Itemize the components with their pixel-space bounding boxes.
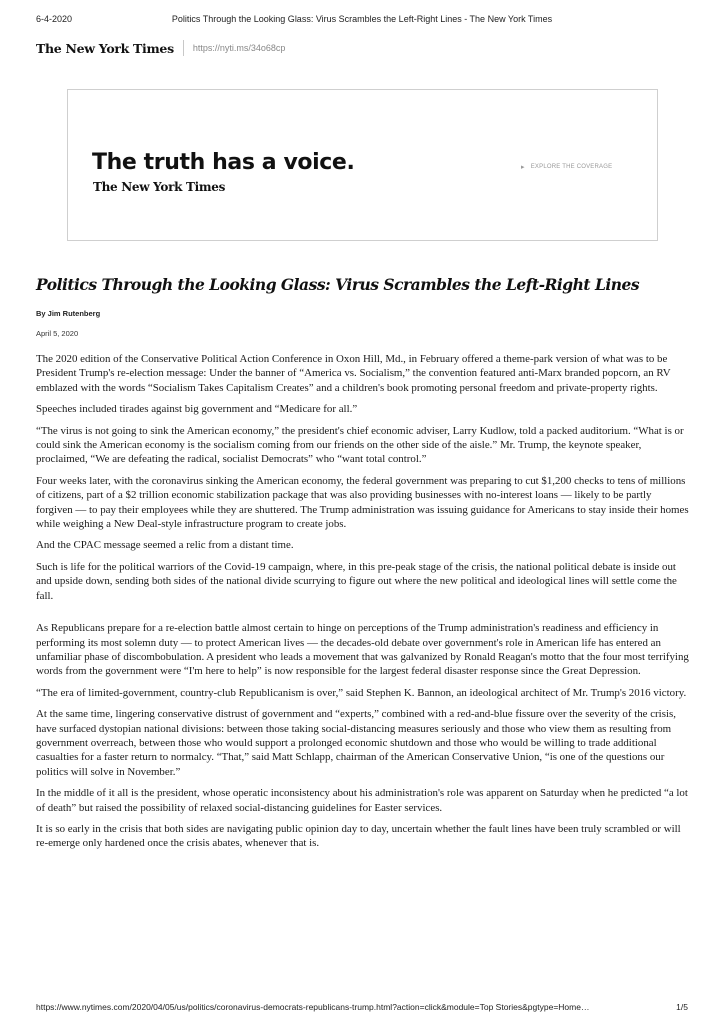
article-paragraph: It is so early in the crisis that both sides are navigating public opinion day to day, uncertain whether the fault lines have been truly scrambled or will re-emerge only hardened once the crisis abates, whenever that is. [36, 822, 681, 850]
article-paragraph: Such is life for the political warriors of the Covid-19 campaign, where, in this pre-peak stage of the crisis, the national political debate is inside out and upside down, sending both sides of the national divide scurrying to figure out where the new political and ideological lines will settle come the fall. [36, 560, 677, 602]
print-header [36, 14, 688, 26]
article-paragraph: As Republicans prepare for a re-election battle almost certain to hinge on perceptions of the Trump administration's readiness and efficiency in performing its most solemn duty — to protect American lives — the decades-old debate over government's role in American life has entered an unfamiliar phase of discombobulation. A president who leads a movement that was galvanized by Ronald Reagan's motto that the four most terrifying words from the government were “I'm here to help” is now responsible for the largest federal disaster response since the Great Depression. [36, 622, 689, 678]
print-footer [36, 1002, 688, 1014]
article-body [36, 352, 690, 858]
article-paragraph: And the CPAC message seemed a relic from a distant time. [36, 539, 294, 552]
print-document-title: Politics Through the Looking Glass: Virus Scrambles the Left-Right Lines - The New York Times [171, 14, 553, 24]
publication-date: April 5, 2020 [36, 329, 79, 338]
print-date: 6-4-2020 [36, 14, 73, 24]
short-url-link[interactable]: https://nyti.ms/34o68cp [192, 43, 286, 53]
explore-coverage-link[interactable] [521, 163, 612, 171]
article-title: Politics Through the Looking Glass: Virus Scrambles the Left-Right Lines [36, 275, 640, 294]
ad-nyt-logo: The New York Times [93, 180, 226, 194]
article-paragraph: The 2020 edition of the Conservative Political Action Conference in Oxon Hill, Md., in February offered a theme-park version of what was to be President Trump's re-election message: Under the banner of “America vs. Socialism,” the convention featured anti-Marx branded popcorn, an RV emblazed with the words “Socialism Takes Capitalism Creates” and a children's book promoting personal freedom and private-property rights. [36, 353, 671, 394]
ad-headline: The truth has a voice. [92, 150, 355, 175]
article-paragraph: Speeches included tirades against big government and “Medicare for all.” [36, 403, 358, 416]
masthead-divider [183, 40, 184, 56]
nyt-logo[interactable]: The New York Times [36, 40, 174, 56]
article-paragraph: “The virus is not going to sink the American economy,” the president's chief economic adviser, Larry Kudlow, told a packed auditorium. “What is or could sink the American economy is the socialism coming from our friends on the other side of the aisle.” Mr. Trump, the keynote speaker, proclaimed, “We are defeating the radical, socialist Democrats” who “want total control.” [36, 424, 684, 466]
page-number: 1/5 [676, 1002, 688, 1012]
print-footer-url: https://www.nytimes.com/2020/04/05/us/politics/coronavirus-democrats-republicans-trump.html?action=click&module=Top Stories&pgtype=Home… [36, 1002, 590, 1012]
arrow-icon: ▸ [521, 164, 525, 171]
masthead [36, 38, 285, 58]
explore-coverage-label: EXPLORE THE COVERAGE [530, 164, 613, 170]
article-paragraph: At the same time, lingering conservative distrust of government and “experts,” combined with a red-and-blue fissure over the severity of the crisis, have surfaced dystopian national divisions: between those taking social-distancing measures seriously and those who view them as resulting from government overreach, between those who would support a prolonged economic shutdown and those who would be willing to trade additional casualties for a faster return to normalcy. “That,” said Matt Schlapp, chairman of the American Conservative Union, “is one of the questions our politics will solve in November.” [36, 708, 676, 778]
article-paragraph: In the middle of it all is the president, whose operatic inconsistency about his administration's role was apparent on Saturday when he predicted “a lot of death” but raised the possibility of relaxed social-distancing guidelines for Easter services. [36, 787, 688, 814]
byline: By Jim Rutenberg [36, 309, 101, 318]
article-paragraph: “The era of limited-government, country-club Republicanism is over,” said Stephen K. Bannon, an ideological architect of Mr. Trump's 2016 victory. [36, 686, 687, 699]
article-paragraph: Four weeks later, with the coronavirus sinking the American economy, the federal government was preparing to cut $1,200 checks to tens of millions of citizens, part of a $2 trillion economic stabilization package that was also providing businesses with no-interest loans — likely to be partly forgiven — to pay their employees while they are shuttered. The Trump administration was issuing guidance for Americans to stay inside their homes while weighing a New Deal-style infrastructure program to create jobs. [36, 474, 689, 531]
ad-banner[interactable] [67, 89, 658, 241]
